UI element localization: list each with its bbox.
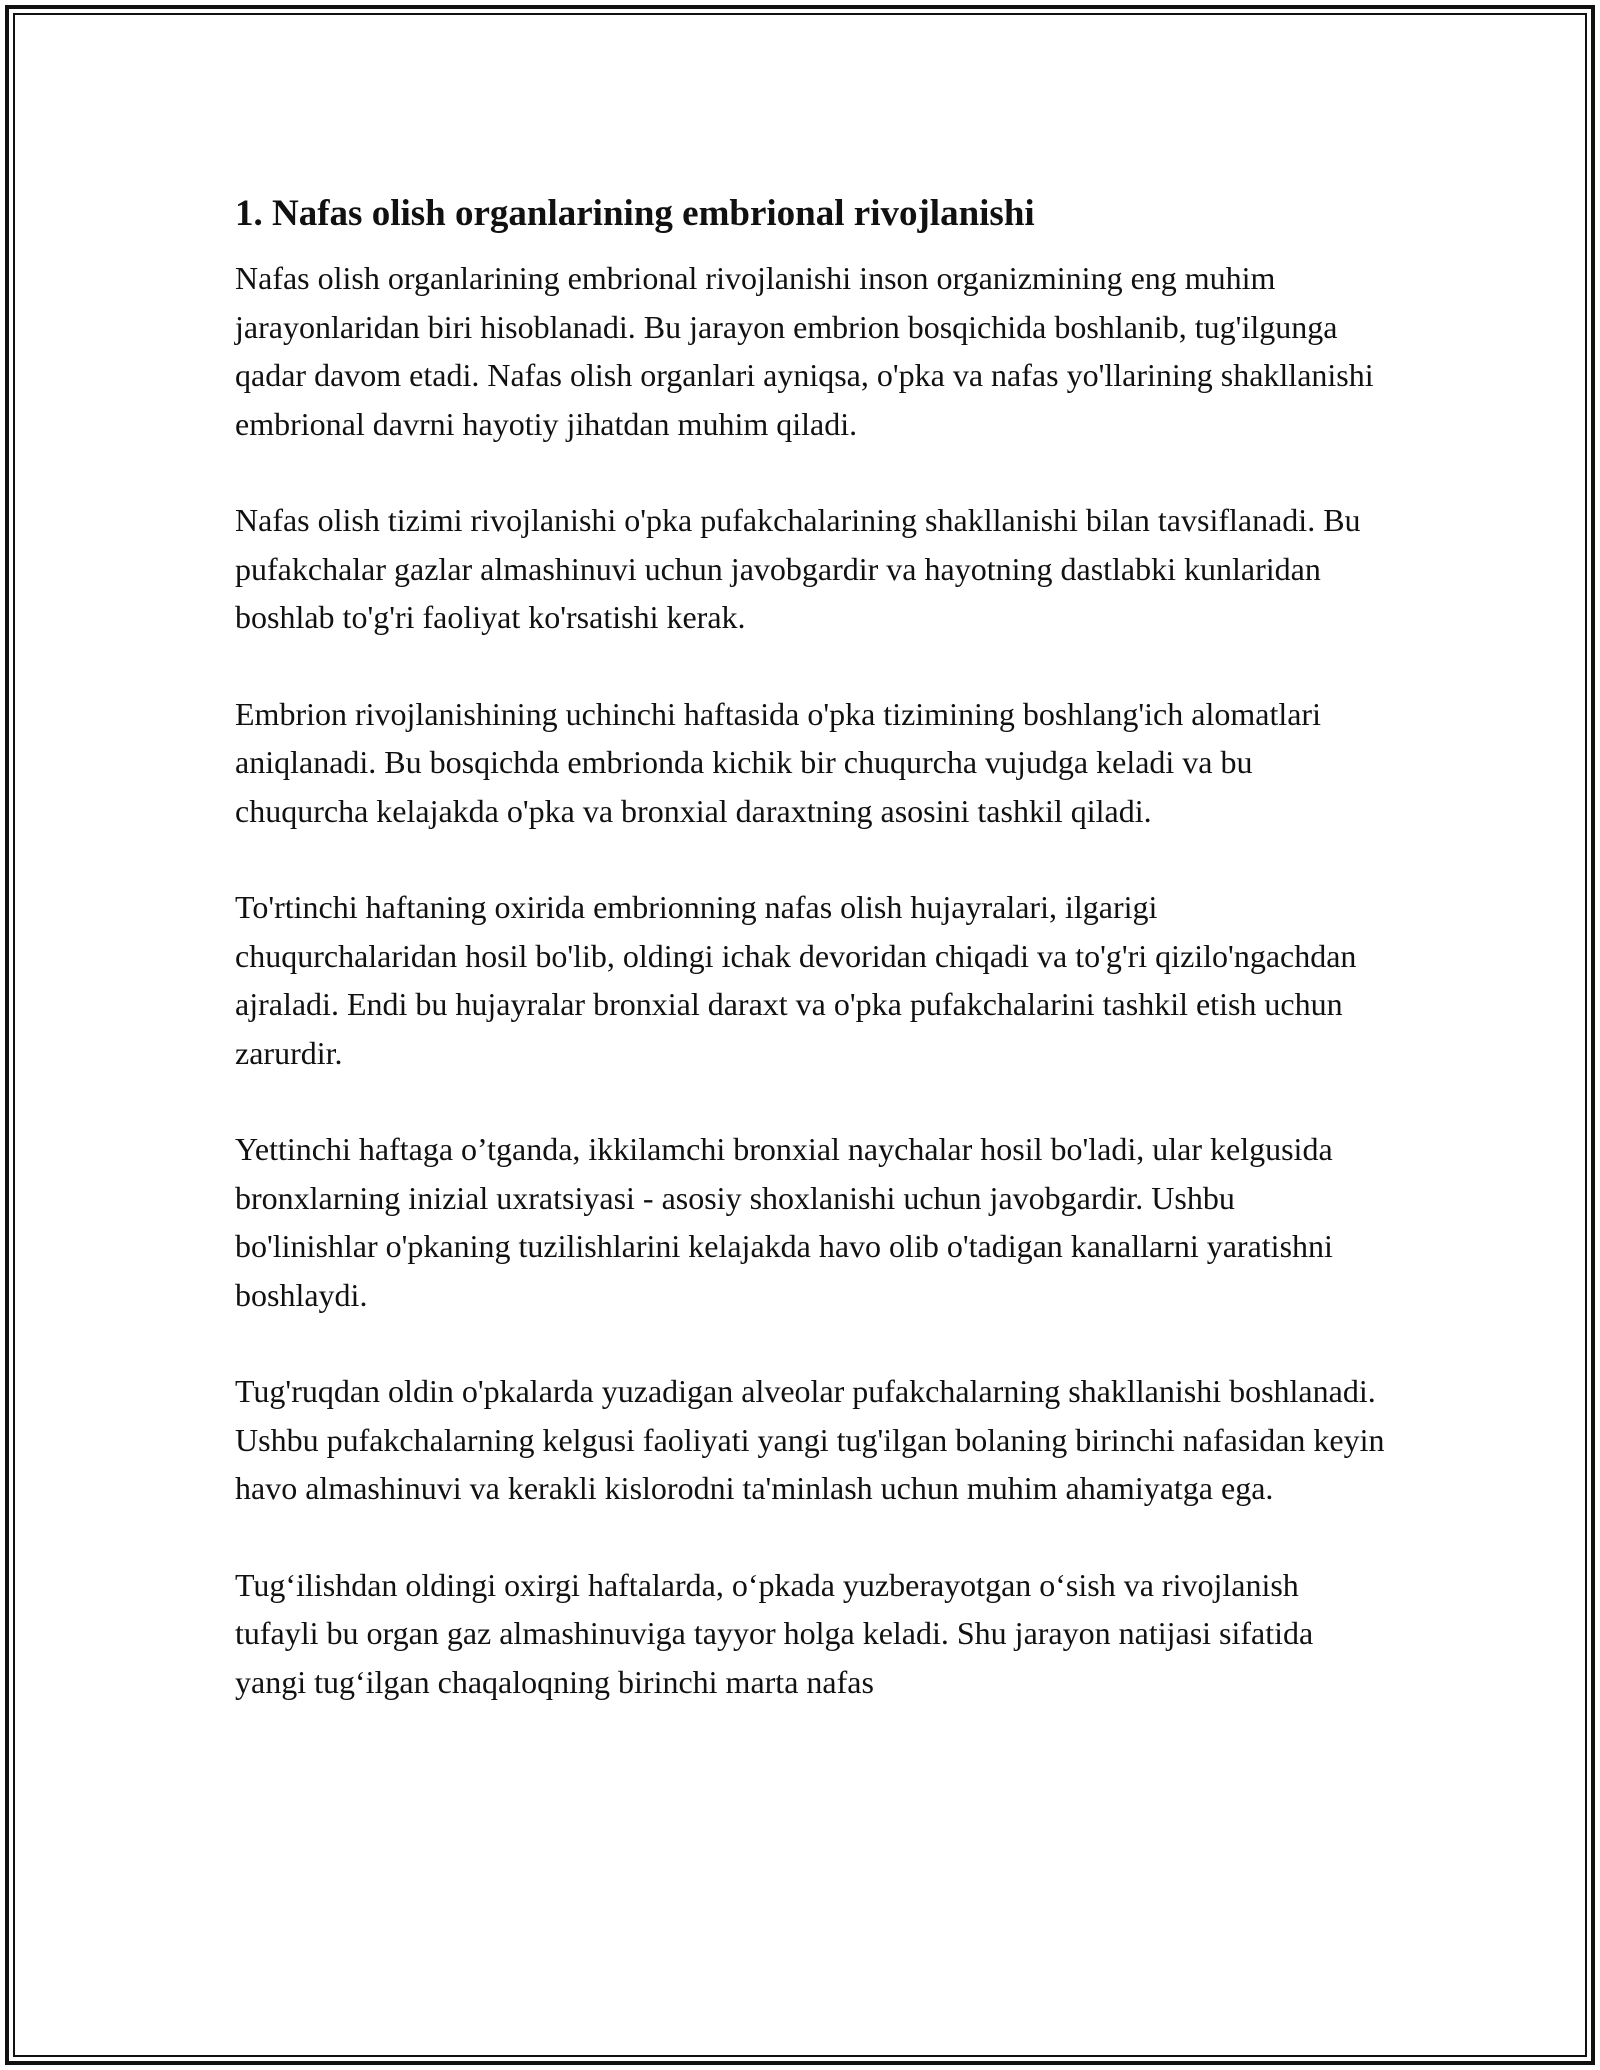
section-heading: 1. Nafas olish organlarining embrional rivojlanishi — [235, 193, 1035, 234]
document-body — [235, 186, 1385, 1754]
paragraph-1: Nafas olish organlarining embrional rivojlanishi inson organizmining eng muhim jarayonlaridan biri hisoblanadi. Bu jarayon embrion bosqichida boshlanib, tug'ilgunga qadar davom etadi. Nafas olish organlari ayniqsa, o'pka va nafas yo'llarining shakllanishi embrional davrni hayotiy jihatdan muhim qiladi. — [235, 260, 1374, 442]
paragraph-3: Embrion rivojlanishining uchinchi haftasida o'pka tizimining boshlang'ich alomatlari aniqlanadi. Bu bosqichda embrionda kichik bir chuqurcha vujudga keladi va bu chuqurcha kelajakda o'pka va bronxial daraxtning asosini tashkil qiladi. — [235, 695, 1321, 829]
paragraph-4: To'rtinchi haftaning oxirida embrionning nafas olish hujayralari, ilgarigi chuqurchalaridan hosil bo'lib, oldingi ichak devoridan chiqadi va to'g'ri qizilo'ngachdan ajraladi. Endi bu hujayralar bronxial daraxt va o'pka pufakchalarini tashkil etish uchun zarurdir. — [235, 889, 1357, 1071]
paragraph-6: Tug'ruqdan oldin o'pkalarda yuzadigan alveolar pufakchalarning shakllanishi boshlanadi. Ushbu pufakchalarning kelgusi faoliyati yangi tug'ilgan bolaning birinchi nafasidan keyin havo almashinuvi va kerakli kislorodni ta'minlash uchun muhim ahamiyatga ega. — [235, 1373, 1385, 1506]
paragraph-7: Tug‘ilishdan oldingi oxirgi haftalarda, o‘pkada yuzberayotgan o‘sish va rivojlanish tufayli bu organ gaz almashinuviga tayyor holga keladi. Shu jarayon natijasi sifatida yangi tug‘ilgan chaqaloqning birinchi marta nafas — [235, 1566, 1314, 1700]
paragraph-5: Yettinchi haftaga o’tganda, ikkilamchi bronxial naychalar hosil bo'ladi, ular kelgusida bronxlarning inizial uxratsiyasi - asosiy shoxlanishi uchun javobgardir. Ushbu bo'linishlar o'pkaning tuzilishlarini kelajakda havo olib o'tadigan kanallarni yaratishni boshlaydi. — [235, 1131, 1333, 1313]
paragraph-2: Nafas olish tizimi rivojlanishi o'pka pufakchalarining shakllanishi bilan tavsiflanadi. Bu pufakchalar gazlar almashinuvi uchun javobgardir va hayotning dastlabki kunlaridan boshlab to'g'ri faoliyat ko'rsatishi kerak. — [235, 502, 1361, 635]
